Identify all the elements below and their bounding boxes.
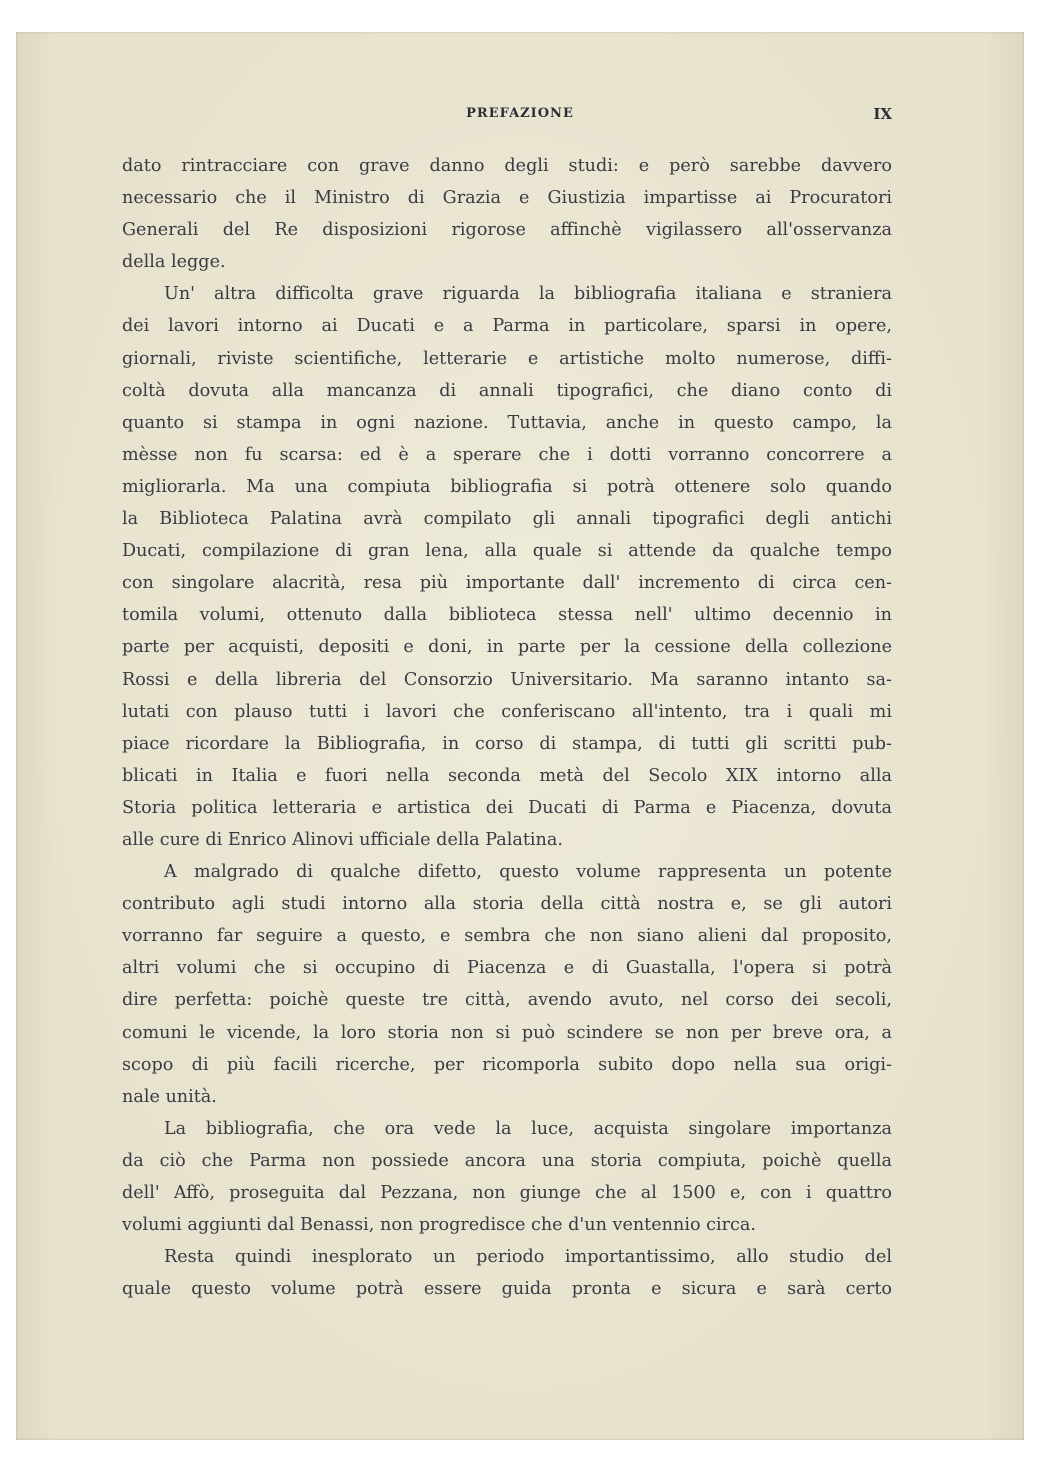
text-line: la Biblioteca Palatina avrà compilato gli annali tipografici degli antichi xyxy=(122,509,892,530)
paragraph xyxy=(122,278,892,856)
text-line: altri volumi che si occupino di Piacenza e di Guastalla, l'opera si potrà xyxy=(122,958,892,979)
text-line: con singolare alacrità, resa più importante dall' incremento di circa cen- xyxy=(122,573,892,594)
text-line: giornali, riviste scientifiche, letterarie e artistiche molto numerose, diffi- xyxy=(122,348,892,369)
text-line: tomila volumi, ottenuto dalla biblioteca stessa nell' ultimo decennio in xyxy=(122,605,892,626)
text-line: vorranno far seguire a questo, e sembra che non siano alieni dal proposito, xyxy=(122,926,892,947)
text-line: quanto si stampa in ogni nazione. Tuttavia, anche in questo campo, la xyxy=(122,412,892,433)
paragraph xyxy=(122,1241,892,1305)
text-line: dell' Affò, proseguita dal Pezzana, non giunge che al 1500 e, con i quattro xyxy=(122,1183,892,1203)
text-line: dei lavori intorno ai Ducati e a Parma in particolare, sparsi in opere, xyxy=(122,316,892,337)
text-line: nale unità. xyxy=(122,1086,217,1107)
text-line: Resta quindi inesplorato un periodo importantissimo, allo studio del xyxy=(164,1247,892,1268)
paragraph xyxy=(122,1113,892,1241)
text-line: piace ricordare la Bibliografia, in corso di stampa, di tutti gli scritti pub- xyxy=(122,733,892,754)
text-line: Storia politica letteraria e artistica dei Ducati di Parma e Piacenza, dovuta xyxy=(122,797,892,818)
text-line: La bibliografia, che ora vede la luce, acquista singolare importanza xyxy=(164,1118,892,1139)
running-head xyxy=(16,106,1024,126)
text-line: dato rintracciare con grave danno degli studi: e però sarebbe davvero xyxy=(122,156,892,176)
text-line: alle cure di Enrico Alinovi ufficiale della Palatina. xyxy=(122,829,563,850)
text-line: Ducati, compilazione di gran lena, alla quale si attende da qualche tempo xyxy=(122,541,892,562)
text-line: Generali del Re disposizioni rigorose affinchè vigilassero all'osservanza xyxy=(122,220,892,241)
text-line: Rossi e della libreria del Consorzio Universitario. Ma saranno intanto sa- xyxy=(122,669,892,690)
text-line: parte per acquisti, depositi e doni, in parte per la cessione della collezione xyxy=(122,637,892,658)
text-line: lutati con plauso tutti i lavori che conferiscano all'intento, tra i quali mi xyxy=(122,701,892,722)
text-line: scopo di più facili ricerche, per ricomporla subito dopo nella sua origi- xyxy=(122,1054,892,1075)
text-line: della legge. xyxy=(122,252,226,273)
body-text xyxy=(122,150,892,1305)
page-number: IX xyxy=(873,105,892,123)
text-line: A malgrado di qualche difetto, questo volume rappresenta un potente xyxy=(164,862,892,883)
text-line: volumi aggiunti dal Benassi, non progredisce che d'un ventennio circa. xyxy=(122,1215,756,1236)
text-line: necessario che il Ministro di Grazia e Giustizia impartisse ai Procuratori xyxy=(122,188,892,209)
text-line: dire perfetta: poichè queste tre città, avendo avuto, nel corso dei secoli, xyxy=(122,990,892,1011)
text-line: quale questo volume potrà essere guida pronta e sicura e sarà certo xyxy=(122,1279,892,1300)
text-line: da ciò che Parma non possiede ancora una storia compiuta, poichè quella xyxy=(122,1150,892,1171)
text-line: blicati in Italia e fuori nella seconda metà del Secolo XIX intorno alla xyxy=(122,765,892,786)
paragraph xyxy=(122,856,892,1113)
text-line: Un' altra difficolta grave riguarda la bibliografia italiana e straniera xyxy=(164,284,892,305)
text-line: coltà dovuta alla mancanza di annali tipografici, che diano conto di xyxy=(122,380,892,401)
text-line: contributo agli studi intorno alla storia della città nostra e, se gli autori xyxy=(122,894,892,915)
book-page xyxy=(16,32,1024,1440)
text-line: migliorarla. Ma una compiuta bibliografia si potrà ottenere solo quando xyxy=(122,476,892,497)
text-line: mèsse non fu scarsa: ed è a sperare che i dotti vorranno concorrere a xyxy=(122,444,892,465)
paragraph xyxy=(122,150,892,278)
running-title: PREFAZIONE xyxy=(466,106,574,121)
text-line: comuni le vicende, la loro storia non si può scindere se non per breve ora, a xyxy=(122,1022,892,1043)
